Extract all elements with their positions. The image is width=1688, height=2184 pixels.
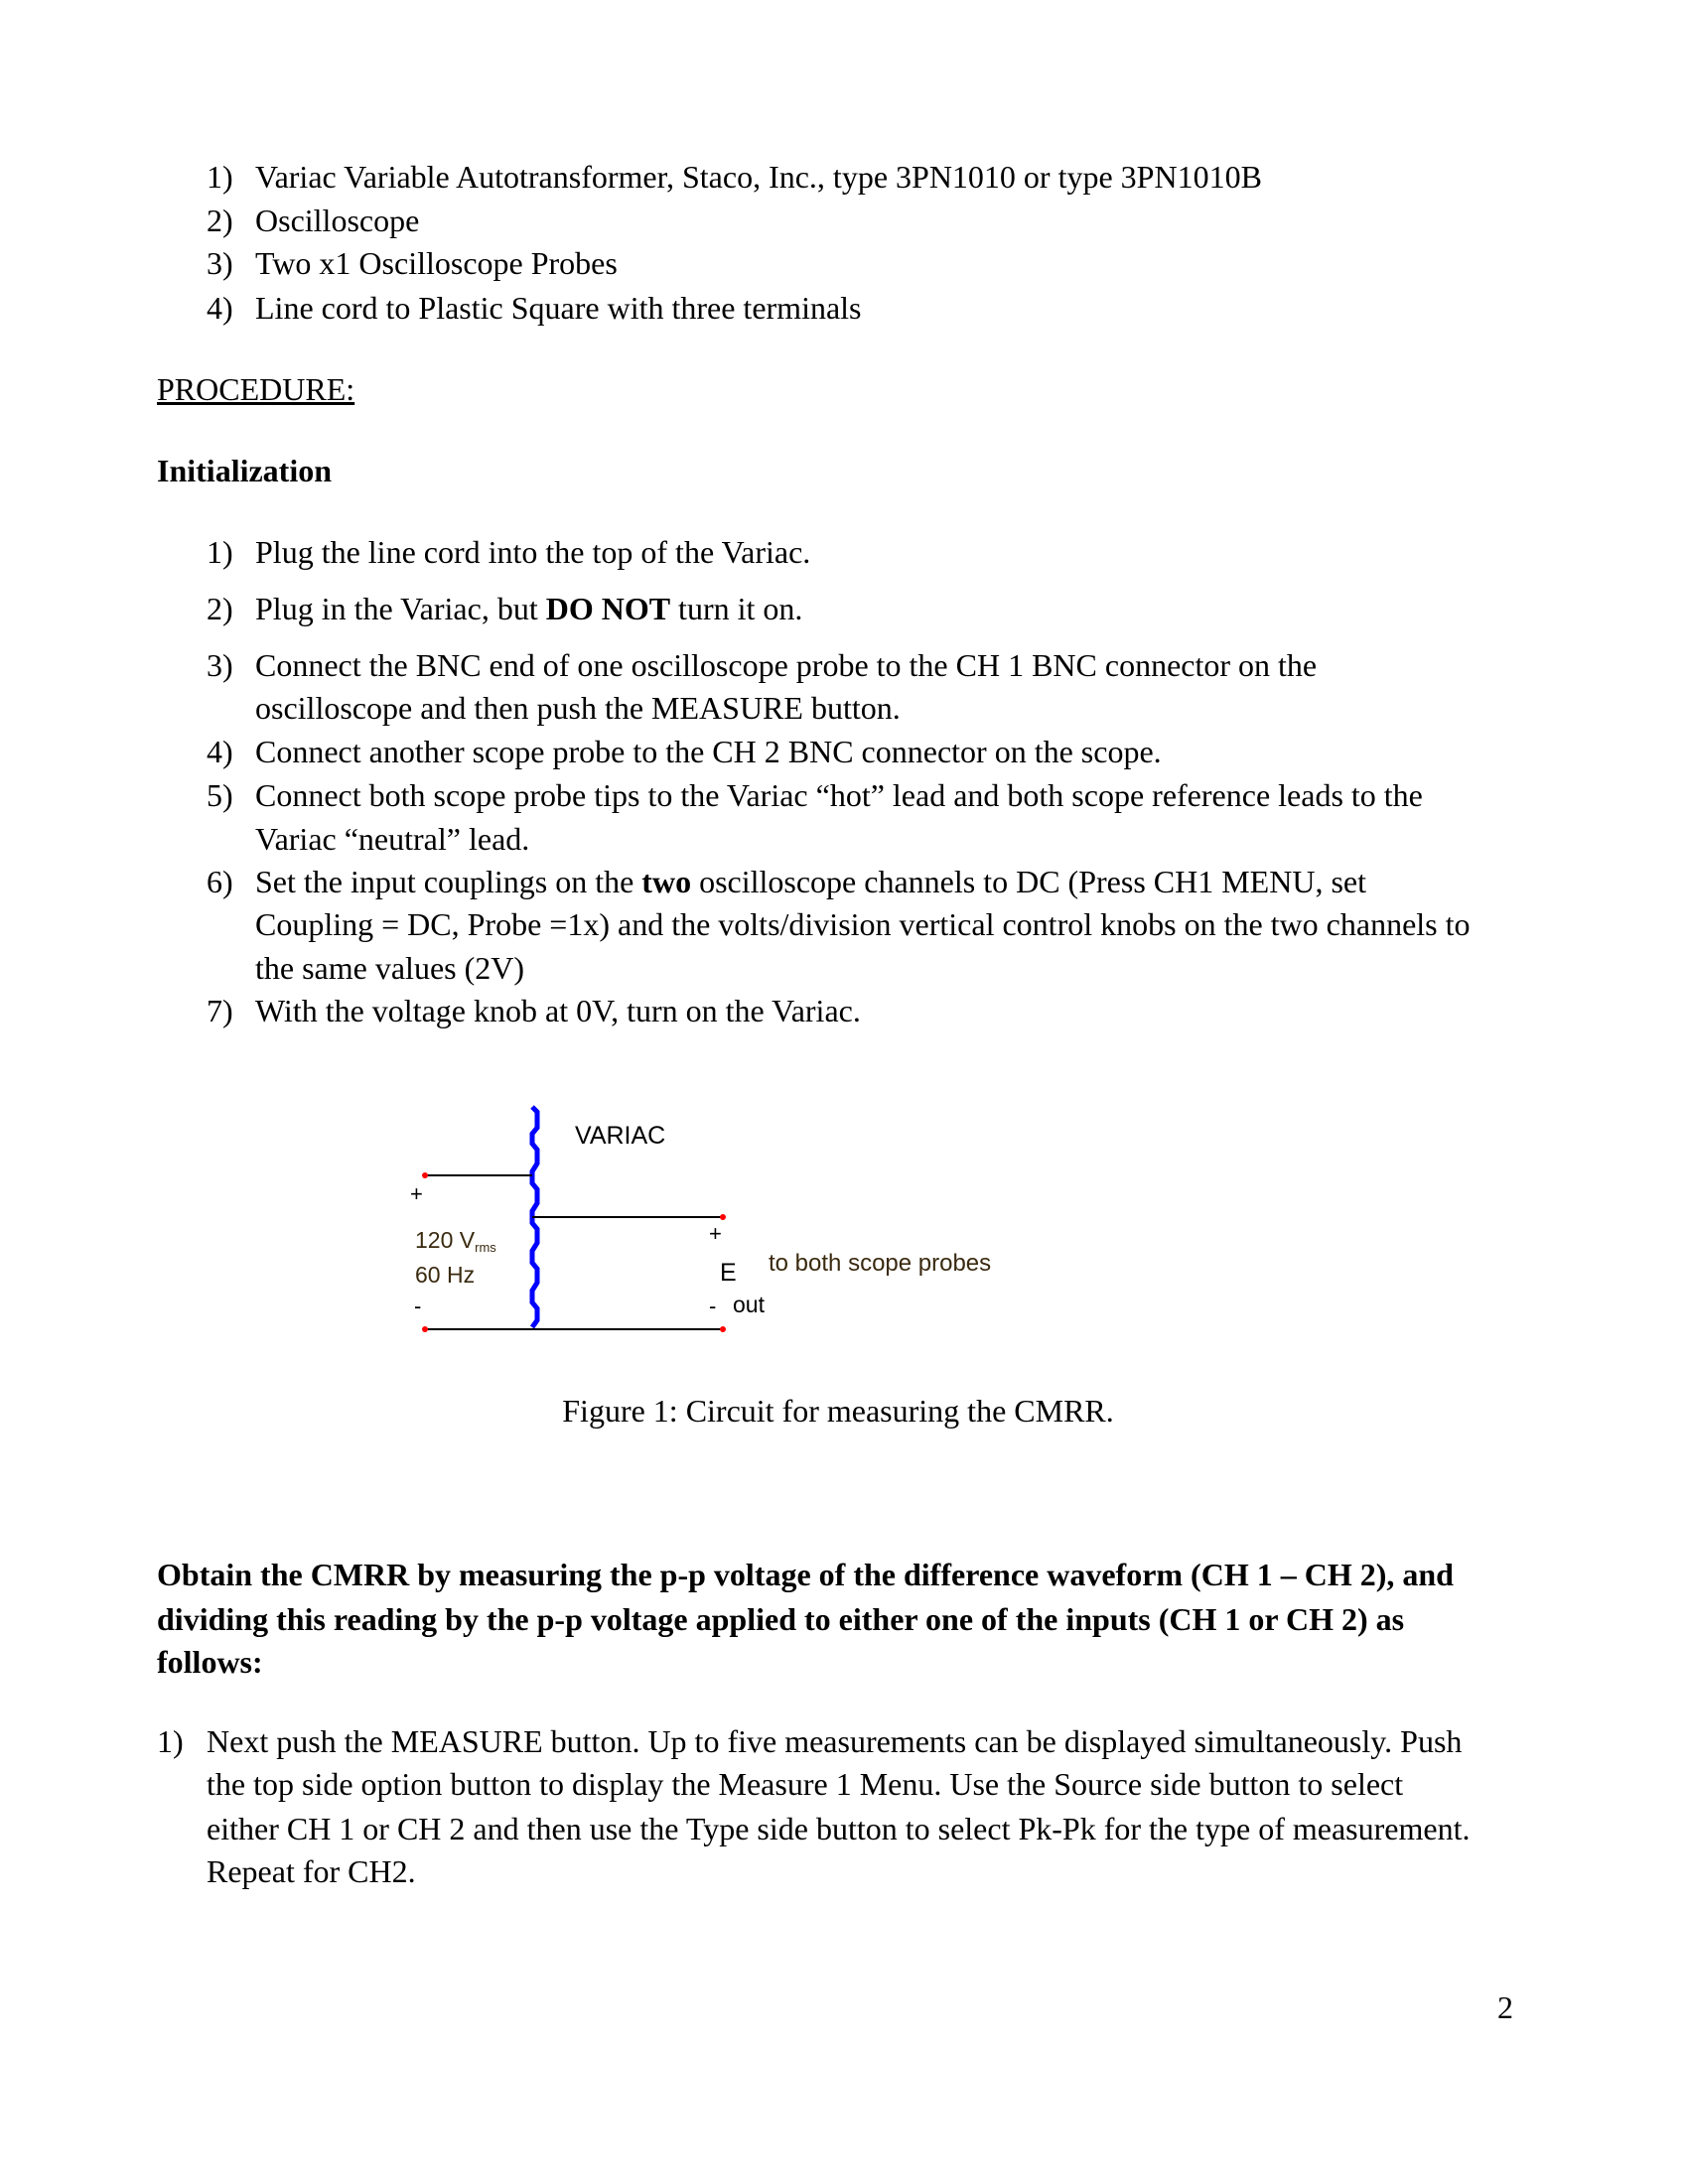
- step-text-bold: two: [641, 864, 692, 899]
- list-number: 2): [207, 591, 233, 626]
- step-text: With the voltage knob at 0V, turn on the Variac.: [255, 993, 861, 1028]
- input-plus-sign: +: [410, 1181, 423, 1206]
- scope-probes-label: to both scope probes: [769, 1250, 992, 1277]
- list-number: 3): [207, 647, 233, 683]
- step-text: Variac “neutral” lead.: [255, 821, 530, 857]
- step-text-post: oscilloscope channels to DC (Press CH1 MENU, set: [691, 864, 1366, 899]
- list-number: 1): [207, 534, 233, 570]
- step-text: the top side option button to display the Measure 1 Menu. Use the Source side button to select: [207, 1766, 1404, 1802]
- equipment-item: Two x1 Oscilloscope Probes: [255, 245, 618, 281]
- terminal-dot: [422, 1326, 428, 1332]
- step-text: either CH 1 or CH 2 and then use the Type side button to select Pk-Pk for the type of measurement.: [207, 1811, 1471, 1846]
- list-number: 2): [207, 203, 233, 238]
- initialization-heading: Initialization: [157, 453, 333, 488]
- page-number: 2: [1497, 1989, 1513, 2025]
- list-number: 5): [207, 777, 233, 813]
- input-minus-sign: -: [414, 1294, 422, 1318]
- figure-caption-text: Figure 1: Circuit for measuring the CMRR.: [562, 1393, 1114, 1429]
- step-text-bold: DO NOT: [545, 591, 671, 626]
- voltage-label: [415, 1227, 496, 1255]
- variac-label: VARIAC: [575, 1122, 666, 1150]
- step-text: Coupling = DC, Probe =1x) and the volts/division vertical control knobs on the two channels to: [255, 906, 1471, 942]
- list-number: 4): [207, 734, 233, 769]
- equipment-item: Variac Variable Autotransformer, Staco, Inc., type 3PN1010 or type 3PN1010B: [255, 159, 1262, 195]
- step-text: Repeat for CH2.: [207, 1853, 416, 1889]
- voltage-subscript: rms: [475, 1240, 496, 1255]
- step-text-pre: Plug in the Variac, but: [255, 591, 546, 626]
- equipment-item: Oscilloscope: [255, 203, 420, 238]
- e-out-subscript: out: [733, 1292, 765, 1317]
- step-text: Next push the MEASURE button. Up to five measurements can be displayed simultaneously. Push: [207, 1723, 1463, 1759]
- list-number: 6): [207, 864, 233, 899]
- step-text-pre: Set the input couplings on the: [255, 864, 642, 899]
- cmrr-heading-line: dividing this reading by the p-p voltage applied to either one of the inputs (CH 1 or CH 2) as: [157, 1601, 1405, 1637]
- output-plus-sign: +: [709, 1221, 722, 1246]
- e-out-label: E: [720, 1259, 737, 1287]
- figure-caption: [0, 1391, 1688, 1431]
- terminal-dot: [720, 1326, 726, 1332]
- terminal-dot: [422, 1172, 428, 1178]
- procedure-heading: PROCEDURE:: [157, 371, 355, 407]
- frequency-label: 60 Hz: [415, 1262, 476, 1288]
- list-number: 7): [207, 993, 233, 1028]
- cmrr-heading-line: follows:: [157, 1644, 263, 1680]
- voltage-value: 120 V: [415, 1227, 476, 1253]
- step-text: Plug the line cord into the top of the Variac.: [255, 534, 811, 570]
- output-minus-sign: -: [709, 1294, 717, 1318]
- list-number: 3): [207, 245, 233, 281]
- step-text: Connect another scope probe to the CH 2 BNC connector on the scope.: [255, 734, 1162, 769]
- list-number: 1): [207, 159, 233, 195]
- equipment-item: Line cord to Plastic Square with three terminals: [255, 290, 862, 326]
- cmrr-heading-line: Obtain the CMRR by measuring the p-p voltage of the difference waveform (CH 1 – CH 2), and: [157, 1557, 1454, 1592]
- step-text: Connect the BNC end of one oscilloscope probe to the CH 1 BNC connector on the: [255, 647, 1318, 683]
- step-text: the same values (2V): [255, 950, 525, 986]
- terminal-dot: [720, 1214, 726, 1220]
- step-text: Connect both scope probe tips to the Variac “hot” lead and both scope reference leads to the: [255, 777, 1423, 813]
- list-number: 1): [157, 1723, 184, 1759]
- step-text-post: turn it on.: [670, 591, 803, 626]
- list-number: 4): [207, 290, 233, 326]
- step-text: oscilloscope and then push the MEASURE button.: [255, 690, 901, 726]
